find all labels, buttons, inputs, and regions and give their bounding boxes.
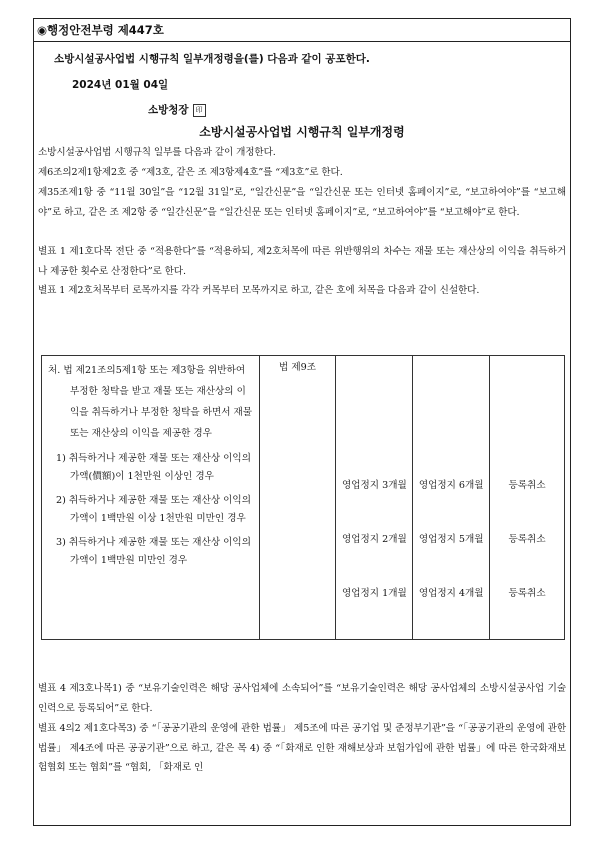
official-seal: 印 xyxy=(193,104,206,117)
violation-cell xyxy=(42,356,260,640)
penalty-item-desc: 2) 취득하거나 제공한 재물 또는 재산상 이익의 가액이 1백만원 이상 1천만원 미만인 경우 xyxy=(56,495,251,524)
paragraph-annex-1-a: 별표 1 제1호다목 전단 중 “적용한다”를 “적용하되, 제2호처목에 따른 위반행위의 차수는 재물 또는 재산상의 이익을 취득하거나 제공한 횟수로 산정한다”로 한다. xyxy=(38,246,566,277)
penalty-third-2: 등록취소 xyxy=(508,534,546,545)
publication-statement: 소방시설공사업법 시행규칙 일부개정령을(를) 다음과 같이 공포한다. xyxy=(54,53,370,65)
penalty-item-desc: 3) 취득하거나 제공한 재물 또는 재산상 이익의 가액이 1백만원 미만인 경우 xyxy=(56,537,251,566)
penalty-third-1: 등록취소 xyxy=(508,480,546,491)
penalty-table xyxy=(41,355,565,640)
law-ref-cell xyxy=(259,356,336,640)
paragraph-article-6-2: 제6조의2제1항제2호 중 “제3호, 같은 조 제3항제4호”를 “제3호”로 한다. xyxy=(38,167,343,178)
penalty-first-2: 영업정지 2개월 xyxy=(341,534,407,545)
second-offense-cell xyxy=(413,356,490,640)
gazette-header: ◉행정안전부령 제447호 xyxy=(34,19,570,42)
paragraph-annex-1-b: 별표 1 제2호처목부터 로목까지를 각각 커목부터 모목까지로 하고, 같은 호에 처목을 다음과 같이 신설한다. xyxy=(38,285,480,296)
penalty-second-3: 영업정지 4개월 xyxy=(418,588,484,599)
paragraph-annex-4: 별표 4 제3호나목1) 중 “보유기술인력은 해당 공사업체에 소속되어”를 “보유기술인력은 해당 공사업체의 소방시설공사업 기술인력으로 등록되어”로 한다. xyxy=(38,683,566,714)
law-reference: 법 제9조 xyxy=(279,362,316,373)
signer-name: 소방청장 xyxy=(148,104,189,116)
penalty-first-3: 영업정지 1개월 xyxy=(341,588,407,599)
paragraph-article-35: 제35조제1항 중 “11월 30일”을 “12월 31일”로, “일간신문”을 “일간신문 또는 인터넷 홈페이지”로, “보고하여야”를 “보고해야”로 하고, 같은 조 제2항 중 “일간신문”을 “일간신문 또는 인터넷 홈페이지”로, “보고하여야”를 “보고해야”로 한다. xyxy=(38,187,566,218)
violation-description: 처. 법 제21조의5제1항 또는 제3항을 위반하여 부정한 청탁을 받고 재물 또는 재산상의 이익을 취득하거나 부정한 청탁을 하면서 재물 또는 재산상의 이익을 제공한 경우 xyxy=(48,365,253,439)
paragraph-annex-4-2: 별표 4의2 제1호다목3) 중 “「공공기관의 운영에 관한 법률」 제5조에 따른 공기업 및 준정부기관”을 “「공공기관의 운영에 관한 법률」 제4조에 따른 공공기관”으로 하고, 같은 목 4) 중 “「화재로 인한 재해보상과 보험가입에 관한 법률」에 따른 한국화재보험협회 또는 협회”를 “협회, 「화재로 인 xyxy=(38,723,566,773)
penalty-first-1: 영업정지 3개월 xyxy=(341,480,407,491)
third-offense-cell xyxy=(490,356,565,640)
signer-line xyxy=(148,102,206,117)
first-offense-cell xyxy=(336,356,413,640)
paragraph-intro: 소방시설공사업법 시행규칙 일부를 다음과 같이 개정한다. xyxy=(38,147,276,158)
penalty-second-1: 영업정지 6개월 xyxy=(418,480,484,491)
document-frame xyxy=(33,18,571,826)
publication-date: 2024년 01월 04일 xyxy=(72,79,169,91)
document-title: 소방시설공사업법 시행규칙 일부개정령 xyxy=(199,125,405,139)
penalty-second-2: 영업정지 5개월 xyxy=(418,534,484,545)
penalty-item-desc: 1) 취득하거나 제공한 재물 또는 재산상 이익의 가액(價額)이 1천만원 이상인 경우 xyxy=(56,453,251,482)
penalty-third-3: 등록취소 xyxy=(508,588,546,599)
